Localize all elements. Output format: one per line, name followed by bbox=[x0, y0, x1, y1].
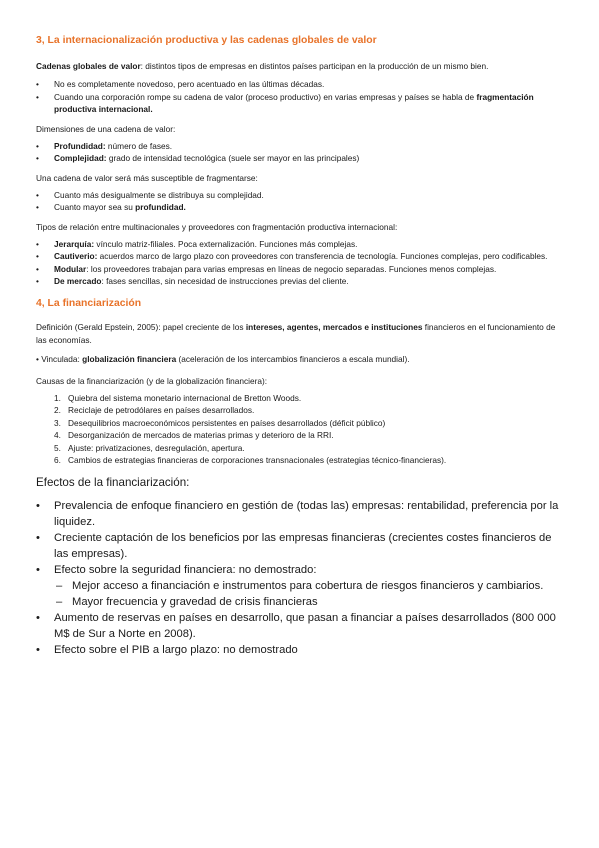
list-item-bold: profundidad. bbox=[135, 202, 186, 212]
list-item-bold: Cautiverio: bbox=[54, 251, 98, 261]
bullet-icon: • bbox=[36, 643, 40, 656]
list-item bbox=[36, 263, 566, 276]
list-item-text: grado de intensidad tecnológica (suele ser mayor en las principales) bbox=[106, 153, 360, 163]
bullet-icon: • bbox=[36, 499, 40, 512]
list-item bbox=[36, 417, 566, 430]
list-item bbox=[36, 642, 566, 658]
linked-text: • Vinculada: bbox=[36, 353, 83, 364]
bullet-icon: • bbox=[36, 263, 39, 274]
definition-text: Definición (Gerald Epstein, 2005): papel creciente de los bbox=[36, 321, 246, 332]
cgv-bullets bbox=[36, 78, 566, 116]
list-item bbox=[36, 429, 566, 442]
list-item-text: número de fases. bbox=[105, 140, 173, 151]
dimensions-intro: Dimensiones de una cadena de valor: bbox=[36, 123, 176, 134]
causes-list bbox=[36, 392, 566, 467]
list-item bbox=[36, 78, 566, 91]
list-item-text: Efecto sobre la seguridad financiera: no demostrado: bbox=[54, 563, 317, 576]
list-item-text: Cuando una corporación rompe su cadena de valor (proceso productivo) en varias empresas y países se habla de bbox=[54, 91, 477, 102]
list-item bbox=[36, 275, 566, 288]
bullet-icon: • bbox=[36, 611, 40, 624]
financialization-definition bbox=[36, 321, 566, 347]
fragmentation-list bbox=[36, 189, 566, 214]
list-number: 3. bbox=[54, 417, 61, 428]
fragmentation-intro: Una cadena de valor será más susceptible de fragmentarse: bbox=[36, 172, 258, 183]
bullet-icon: • bbox=[36, 140, 39, 151]
section-3-heading: 3, La internacionalización productiva y las cadenas globales de valor bbox=[36, 35, 377, 46]
list-item bbox=[36, 610, 566, 642]
cgv-definition bbox=[36, 60, 566, 73]
list-item-bold: De mercado bbox=[54, 276, 102, 286]
dash-icon: – bbox=[56, 579, 63, 592]
list-item bbox=[36, 498, 566, 530]
relation-types-intro: Tipos de relación entre multinacionales y proveedores con fragmentación productiva internacional: bbox=[36, 221, 398, 232]
document-page bbox=[36, 34, 566, 658]
bullet-icon: • bbox=[36, 202, 39, 212]
list-item-text: Aumento de reservas en países en desarrollo, que pasan a financiar a países desarrollados (800 000 M$ de Sur a Norte en 2008). bbox=[54, 611, 556, 640]
list-item bbox=[36, 140, 566, 153]
list-item-bold: Modular bbox=[54, 263, 87, 274]
linked-bold: globalización financiera bbox=[82, 353, 177, 364]
effects-block bbox=[36, 475, 566, 658]
bullet-icon: • bbox=[36, 563, 40, 576]
list-item bbox=[36, 530, 566, 562]
dash-icon: – bbox=[56, 595, 63, 608]
list-item bbox=[36, 250, 566, 263]
list-item bbox=[36, 189, 566, 202]
sub-list-item bbox=[36, 578, 566, 594]
definition-bold: intereses, agentes, mercados e instituciones bbox=[245, 321, 423, 332]
list-item-text: vínculo matriz-filiales. Poca externalización. Funciones más complejas. bbox=[94, 238, 358, 249]
sub-list-item bbox=[36, 594, 566, 610]
bullet-icon: • bbox=[36, 251, 39, 261]
list-item-text: Desorganización de mercados de materias primas y deterioro de la RRI. bbox=[68, 430, 334, 440]
relation-types-list bbox=[36, 238, 566, 288]
list-item-text: Quiebra del sistema monetario internacional de Bretton Woods. bbox=[68, 392, 302, 403]
list-item-text: Mejor acceso a financiación e instrumentos para cobertura de riesgos financieros y cambiarios. bbox=[72, 579, 544, 592]
list-item bbox=[36, 152, 566, 165]
list-item bbox=[36, 562, 566, 578]
list-item bbox=[36, 91, 566, 116]
list-item-text: acuerdos marco de largo plazo con proveedores con transferencia de tecnología. Funciones complejas, pero codificables. bbox=[97, 251, 548, 261]
effects-intro: Efectos de la financiarización: bbox=[36, 475, 190, 489]
dimensions-list bbox=[36, 140, 566, 165]
list-item-text: Ajuste: privatizaciones, desregulación, apertura. bbox=[68, 442, 245, 453]
causes-intro: Causas de la financiarización (y de la globalización financiera): bbox=[36, 375, 268, 386]
linked-text: (aceleración de los intercambios financieros a escala mundial). bbox=[176, 353, 410, 364]
cgv-definition-text: : distintos tipos de empresas en distintos países participan en la producción de un mismo bien. bbox=[140, 61, 489, 71]
list-item bbox=[36, 238, 566, 251]
bullet-icon: • bbox=[36, 238, 39, 249]
bullet-icon: • bbox=[36, 79, 39, 89]
list-item bbox=[36, 201, 566, 214]
bullet-icon: • bbox=[36, 276, 39, 286]
list-item bbox=[36, 404, 566, 417]
list-number: 1. bbox=[54, 392, 61, 403]
linked-globalization bbox=[36, 353, 566, 366]
bullet-icon: • bbox=[36, 189, 39, 200]
list-item-bold: fragmentación productiva internacional. bbox=[54, 91, 534, 114]
list-item-text: Reciclaje de petrodólares en países desarrollados. bbox=[68, 405, 255, 415]
bullet-icon: • bbox=[36, 531, 40, 544]
list-item-text: Cambios de estrategias financieras de corporaciones transnacionales (estrategias técnico-financieras). bbox=[68, 455, 447, 465]
list-number: 5. bbox=[54, 442, 61, 453]
list-item bbox=[36, 454, 566, 467]
list-item-text: Creciente captación de los beneficios por las empresas financieras (crecientes costes financieros de las empresas). bbox=[54, 531, 552, 560]
cgv-term: Cadenas globales de valor bbox=[36, 61, 141, 71]
list-number: 2. bbox=[54, 405, 61, 415]
list-item-bold: Jerarquía: bbox=[54, 238, 95, 249]
list-item-text: : fases sencillas, sin necesidad de instrucciones previas del cliente. bbox=[101, 276, 349, 286]
list-item bbox=[36, 392, 566, 405]
list-item-text: No es completamente novedoso, pero acentuado en las últimas décadas. bbox=[54, 79, 325, 89]
list-item-text: Cuanto más desigualmente se distribuya su complejidad. bbox=[54, 189, 264, 200]
list-number: 6. bbox=[54, 455, 61, 465]
effects-list bbox=[36, 498, 566, 658]
list-item-text: : los proveedores trabajan para varias empresas en líneas de negocio separadas. Funciones menos complejas. bbox=[86, 263, 497, 274]
list-item-text: Desequilibrios macroeconómicos persistentes en países desarrollados (déficit público) bbox=[68, 417, 386, 428]
section-4-heading: 4, La financiarización bbox=[36, 297, 142, 309]
list-item-text: Efecto sobre el PIB a largo plazo: no demostrado bbox=[54, 643, 298, 656]
list-item bbox=[36, 442, 566, 455]
list-item-bold: Profundidad: bbox=[54, 140, 106, 151]
bullet-icon: • bbox=[36, 153, 39, 163]
definition-text: financieros en el funcionamiento de las economías. bbox=[36, 321, 556, 345]
bullet-icon: • bbox=[36, 91, 39, 102]
list-number: 4. bbox=[54, 430, 61, 440]
list-item-text: Mayor frecuencia y gravedad de crisis financieras bbox=[72, 595, 318, 608]
list-item-text: Cuanto mayor sea su bbox=[54, 202, 136, 212]
list-item-text: Prevalencia de enfoque financiero en gestión de (todas las) empresas: rentabilidad, preferencia por la liquidez. bbox=[54, 499, 559, 528]
list-item-bold: Complejidad: bbox=[54, 153, 107, 163]
